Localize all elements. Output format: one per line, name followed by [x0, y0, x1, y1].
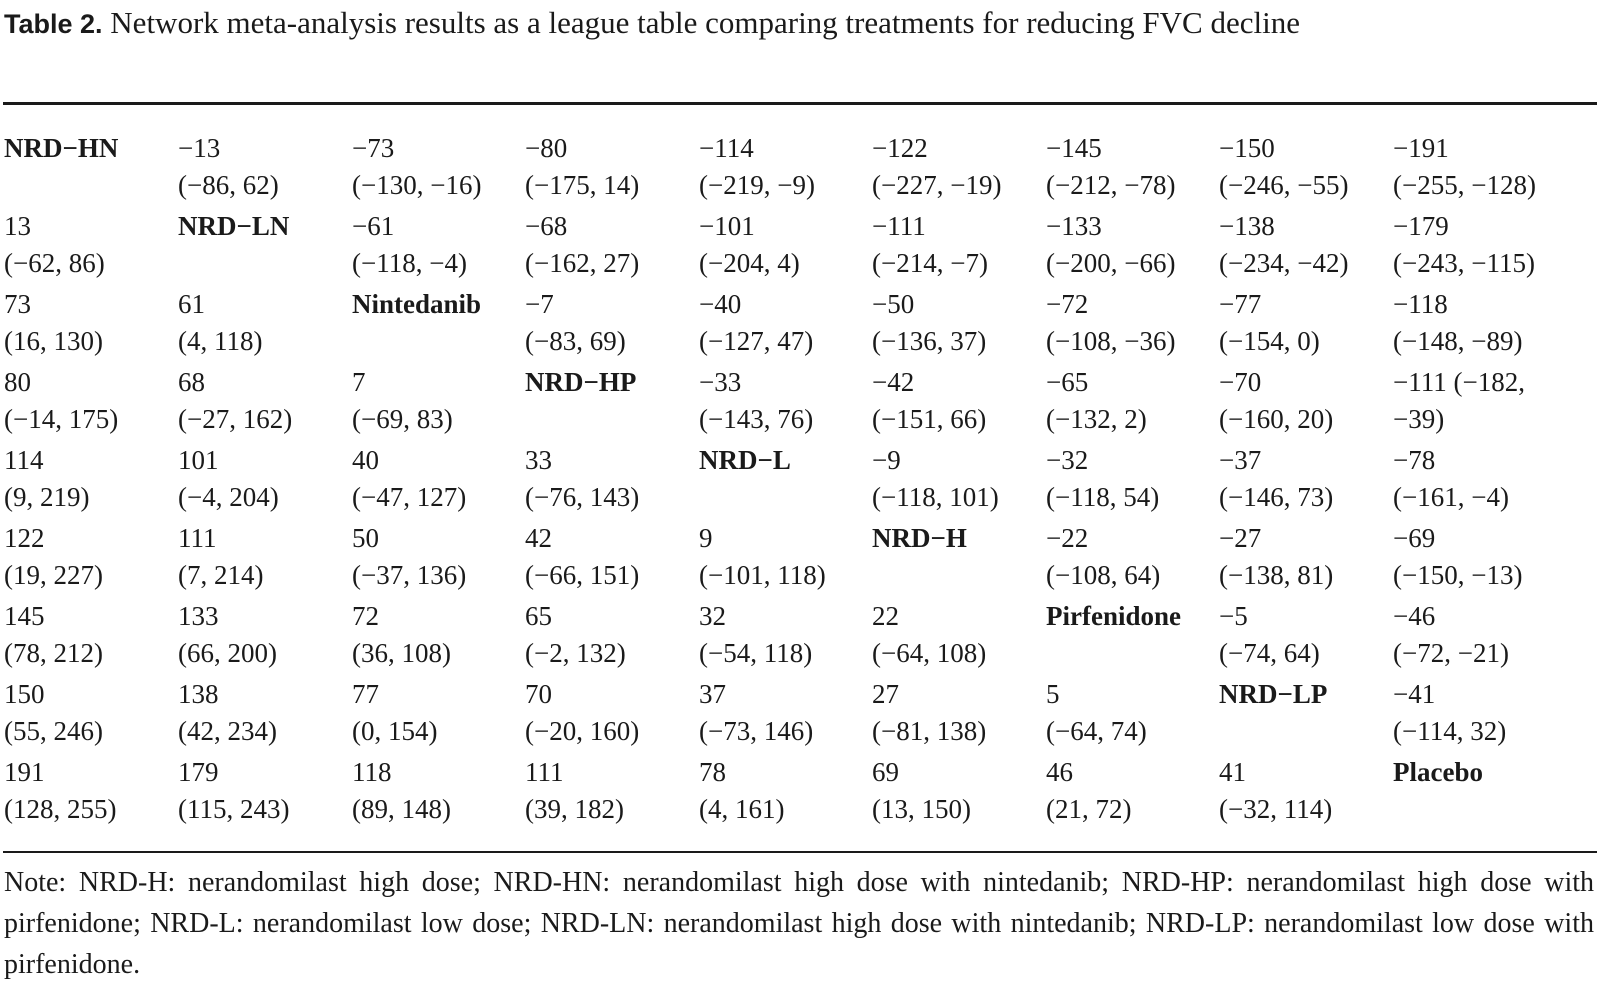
comparison-cell [1046, 208, 1175, 282]
effect-estimate: 122 [4, 523, 45, 553]
table-row [4, 676, 1598, 756]
comparison-cell [1219, 208, 1348, 282]
confidence-interval: (−204, 4) [699, 248, 800, 278]
confidence-interval: (−74, 64) [1219, 638, 1320, 668]
confidence-interval: (−151, 66) [872, 404, 987, 434]
confidence-interval: (−161, −4) [1393, 482, 1509, 512]
effect-estimate: 73 [4, 289, 31, 319]
effect-estimate: −61 [352, 211, 395, 241]
table-row [4, 208, 1598, 288]
confidence-interval: (−72, −21) [1393, 638, 1509, 668]
effect-estimate: 72 [352, 601, 379, 631]
comparison-cell [352, 754, 451, 828]
confidence-interval: (−73, 146) [699, 716, 814, 746]
comparison-cell [1219, 442, 1333, 516]
effect-estimate: −133 [1046, 211, 1102, 241]
confidence-interval: (−86, 62) [178, 170, 279, 200]
confidence-interval: (−114, 32) [1393, 716, 1507, 746]
confidence-interval: (−136, 37) [872, 326, 987, 356]
effect-estimate: −5 [1219, 601, 1248, 631]
confidence-interval: (−143, 76) [699, 404, 814, 434]
effect-estimate: −78 [1393, 445, 1436, 475]
confidence-interval: (36, 108) [352, 638, 451, 668]
effect-estimate: 138 [178, 679, 219, 709]
comparison-cell [525, 208, 639, 282]
comparison-cell [699, 598, 812, 672]
effect-estimate: −114 [699, 133, 754, 163]
comparison-cell [872, 130, 1001, 204]
effect-estimate: 114 [4, 445, 44, 475]
effect-estimate: −179 [1393, 211, 1449, 241]
confidence-interval: (−175, 14) [525, 170, 640, 200]
confidence-interval: (0, 154) [352, 716, 438, 746]
comparison-cell [525, 130, 639, 204]
confidence-interval: (78, 212) [4, 638, 103, 668]
effect-estimate: 145 [4, 601, 45, 631]
effect-estimate: 70 [525, 679, 552, 709]
confidence-interval: (128, 255) [4, 794, 117, 824]
comparison-cell [1393, 676, 1506, 750]
confidence-interval: (−14, 175) [4, 404, 119, 434]
table-top-rule [3, 102, 1597, 105]
comparison-cell [872, 676, 986, 750]
confidence-interval: (−212, −78) [1046, 170, 1176, 200]
confidence-interval: (−132, 2) [1046, 404, 1147, 434]
effect-estimate: 46 [1046, 757, 1073, 787]
league-table [4, 130, 1598, 850]
comparison-cell [699, 754, 784, 828]
effect-estimate: 33 [525, 445, 552, 475]
confidence-interval: (−160, 20) [1219, 404, 1334, 434]
confidence-interval: (115, 243) [178, 794, 290, 824]
comparison-cell [352, 676, 437, 750]
comparison-cell [1393, 130, 1536, 204]
comparison-cell [178, 442, 279, 516]
table-row [4, 364, 1598, 444]
comparison-cell [1219, 364, 1333, 438]
confidence-interval: (−64, 108) [872, 638, 987, 668]
confidence-interval: (−162, 27) [525, 248, 640, 278]
comparison-cell [699, 520, 826, 594]
comparison-cell [4, 442, 89, 516]
table-label: Table 2. [4, 9, 103, 39]
comparison-cell [1046, 364, 1147, 438]
effect-estimate: −9 [872, 445, 901, 475]
confidence-interval: (−101, 118) [699, 560, 826, 590]
treatment-label: Pirfenidone [1046, 601, 1181, 631]
effect-estimate: 37 [699, 679, 726, 709]
comparison-cell [525, 520, 639, 594]
confidence-interval: (−200, −66) [1046, 248, 1176, 278]
confidence-interval: (−234, −42) [1219, 248, 1349, 278]
effect-estimate: −138 [1219, 211, 1275, 241]
comparison-cell [699, 208, 800, 282]
comparison-cell [178, 286, 262, 360]
comparison-cell [352, 598, 451, 672]
effect-estimate: −70 [1219, 367, 1262, 397]
comparison-cell [178, 754, 289, 828]
confidence-interval: (−83, 69) [525, 326, 626, 356]
confidence-interval: (−243, −115) [1393, 248, 1535, 278]
comparison-cell [1393, 364, 1525, 438]
effect-estimate: −33 [699, 367, 742, 397]
effect-estimate: −13 [178, 133, 221, 163]
confidence-interval: (−81, 138) [872, 716, 987, 746]
comparison-cell [1046, 130, 1175, 204]
comparison-cell [1393, 598, 1509, 672]
effect-estimate: −22 [1046, 523, 1089, 553]
confidence-interval: (21, 72) [1046, 794, 1132, 824]
comparison-cell [1219, 130, 1348, 204]
table-row [4, 442, 1598, 522]
effect-estimate: 65 [525, 601, 552, 631]
comparison-cell [525, 442, 639, 516]
comparison-cell [1219, 754, 1332, 828]
confidence-interval: −39) [1393, 404, 1445, 434]
confidence-interval: (89, 148) [352, 794, 451, 824]
effect-estimate: −7 [525, 289, 554, 319]
comparison-cell [699, 364, 813, 438]
confidence-interval: (−246, −55) [1219, 170, 1349, 200]
comparison-cell [178, 676, 277, 750]
confidence-interval: (−214, −7) [872, 248, 988, 278]
effect-estimate: 22 [872, 601, 899, 631]
effect-estimate: −150 [1219, 133, 1275, 163]
comparison-cell [1046, 754, 1131, 828]
effect-estimate: 111 [525, 757, 564, 787]
comparison-cell [4, 520, 103, 594]
confidence-interval: (19, 227) [4, 560, 103, 590]
confidence-interval: (−154, 0) [1219, 326, 1320, 356]
effect-estimate: −41 [1393, 679, 1436, 709]
table-title: Network meta-analysis results as a league table comparing treatments for reducing FVC decline [102, 5, 1300, 40]
comparison-cell [1219, 286, 1320, 360]
treatment-label: NRD−HP [525, 367, 637, 397]
treatment-label: NRD−L [699, 445, 791, 475]
effect-estimate: 61 [178, 289, 205, 319]
table-row [4, 754, 1598, 834]
comparison-cell [699, 676, 813, 750]
confidence-interval: (−130, −16) [352, 170, 482, 200]
confidence-interval: (−108, 64) [1046, 560, 1161, 590]
table-caption [4, 2, 1594, 45]
confidence-interval: (−66, 151) [525, 560, 640, 590]
comparison-cell [1046, 442, 1159, 516]
confidence-interval: (−69, 83) [352, 404, 453, 434]
effect-estimate: 150 [4, 679, 45, 709]
confidence-interval: (4, 161) [699, 794, 785, 824]
effect-estimate: 101 [178, 445, 219, 475]
effect-estimate: −191 [1393, 133, 1449, 163]
confidence-interval: (−27, 162) [178, 404, 293, 434]
confidence-interval: (−255, −128) [1393, 170, 1536, 200]
comparison-cell [352, 520, 466, 594]
treatment-label: NRD−LN [178, 211, 290, 241]
confidence-interval: (9, 219) [4, 482, 90, 512]
confidence-interval: (39, 182) [525, 794, 624, 824]
table-row [4, 286, 1598, 366]
comparison-cell [1393, 442, 1509, 516]
confidence-interval: (−64, 74) [1046, 716, 1147, 746]
effect-estimate: −68 [525, 211, 568, 241]
comparison-cell [352, 130, 481, 204]
comparison-cell [1393, 208, 1535, 282]
comparison-cell [352, 364, 453, 438]
effect-estimate: 68 [178, 367, 205, 397]
comparison-cell [4, 286, 103, 360]
confidence-interval: (−118, −4) [352, 248, 467, 278]
treatment-label: NRD−HN [4, 133, 119, 163]
effect-estimate: −46 [1393, 601, 1436, 631]
effect-estimate: −40 [699, 289, 742, 319]
comparison-cell [1393, 520, 1522, 594]
confidence-interval: (−20, 160) [525, 716, 640, 746]
comparison-cell [872, 364, 986, 438]
comparison-cell [1046, 286, 1175, 360]
comparison-cell [4, 208, 105, 282]
effect-estimate: −80 [525, 133, 568, 163]
comparison-cell [699, 130, 815, 204]
effect-estimate: 118 [352, 757, 392, 787]
effect-estimate: 77 [352, 679, 379, 709]
effect-estimate: 9 [699, 523, 713, 553]
effect-estimate: 5 [1046, 679, 1060, 709]
effect-estimate: −69 [1393, 523, 1436, 553]
comparison-cell [1393, 286, 1522, 360]
effect-estimate: 41 [1219, 757, 1246, 787]
comparison-cell [525, 754, 624, 828]
confidence-interval: (−148, −89) [1393, 326, 1523, 356]
effect-estimate: −37 [1219, 445, 1262, 475]
confidence-interval: (−150, −13) [1393, 560, 1523, 590]
confidence-interval: (−127, 47) [699, 326, 814, 356]
effect-estimate: −42 [872, 367, 915, 397]
confidence-interval: (13, 150) [872, 794, 971, 824]
comparison-cell [872, 442, 999, 516]
comparison-cell [178, 130, 279, 204]
effect-estimate: −65 [1046, 367, 1089, 397]
effect-estimate: −77 [1219, 289, 1262, 319]
comparison-cell [872, 286, 986, 360]
confidence-interval: (−47, 127) [352, 482, 467, 512]
confidence-interval: (−146, 73) [1219, 482, 1334, 512]
confidence-interval: (−76, 143) [525, 482, 640, 512]
comparison-cell [352, 442, 466, 516]
effect-estimate: 179 [178, 757, 219, 787]
treatment-label: NRD−H [872, 523, 967, 553]
comparison-cell [1219, 520, 1333, 594]
comparison-cell [4, 364, 118, 438]
confidence-interval: (−37, 136) [352, 560, 467, 590]
comparison-cell [872, 208, 988, 282]
comparison-cell [525, 598, 626, 672]
comparison-cell [525, 676, 639, 750]
effect-estimate: 80 [4, 367, 31, 397]
comparison-cell [4, 754, 116, 828]
comparison-cell [178, 520, 263, 594]
confidence-interval: (4, 118) [178, 326, 263, 356]
comparison-cell [872, 754, 971, 828]
treatment-label: Placebo [1393, 757, 1483, 787]
confidence-interval: (−4, 204) [178, 482, 279, 512]
effect-estimate: 7 [352, 367, 366, 397]
effect-estimate: −111 [872, 211, 926, 241]
effect-estimate: 13 [4, 211, 31, 241]
effect-estimate: 78 [699, 757, 726, 787]
effect-estimate: −32 [1046, 445, 1089, 475]
effect-estimate: 191 [4, 757, 45, 787]
effect-estimate: −73 [352, 133, 395, 163]
comparison-cell [1046, 676, 1147, 750]
comparison-cell [1046, 520, 1160, 594]
table-row [4, 598, 1598, 678]
effect-estimate: −122 [872, 133, 928, 163]
confidence-interval: (−32, 114) [1219, 794, 1333, 824]
confidence-interval: (−227, −19) [872, 170, 1002, 200]
confidence-interval: (7, 214) [178, 560, 264, 590]
comparison-cell [178, 364, 292, 438]
effect-estimate: 42 [525, 523, 552, 553]
effect-estimate: −118 [1393, 289, 1448, 319]
confidence-interval: (−2, 132) [525, 638, 626, 668]
treatment-label: Nintedanib [352, 289, 482, 319]
effect-estimate: 111 [178, 523, 217, 553]
table-bottom-rule [3, 851, 1597, 853]
confidence-interval: (−138, 81) [1219, 560, 1334, 590]
confidence-interval: (55, 246) [4, 716, 103, 746]
table-note: Note: NRD-H: nerandomilast high dose; NRD-HN: nerandomilast high dose with nintedanib; NRD-HP: nerandomilast high dose with pirfenidone; NRD-L: nerandomilast low dose; NRD-LN: nerandomilast high dose with nintedanib; NRD-LP: nerandomilast low dose with pirfenidone. [4, 867, 1594, 980]
confidence-interval: (−62, 86) [4, 248, 105, 278]
comparison-cell [4, 676, 103, 750]
confidence-interval: (16, 130) [4, 326, 103, 356]
confidence-interval: (66, 200) [178, 638, 277, 668]
comparison-cell [4, 598, 103, 672]
confidence-interval: (−219, −9) [699, 170, 815, 200]
effect-estimate: −50 [872, 289, 915, 319]
comparison-cell [872, 598, 986, 672]
effect-estimate: −101 [699, 211, 755, 241]
effect-estimate: 133 [178, 601, 219, 631]
comparison-cell [699, 286, 813, 360]
confidence-interval: (−118, 101) [872, 482, 999, 512]
effect-estimate: 27 [872, 679, 899, 709]
comparison-cell [178, 598, 277, 672]
table-row [4, 520, 1598, 600]
comparison-cell [352, 208, 467, 282]
effect-estimate: 40 [352, 445, 379, 475]
confidence-interval: (−118, 54) [1046, 482, 1160, 512]
table-row [4, 130, 1598, 210]
treatment-label: NRD−LP [1219, 679, 1328, 709]
effect-estimate: 32 [699, 601, 726, 631]
comparison-cell [1219, 598, 1320, 672]
confidence-interval: (−54, 118) [699, 638, 813, 668]
confidence-interval: (−108, −36) [1046, 326, 1176, 356]
effect-estimate: −72 [1046, 289, 1089, 319]
effect-estimate: −145 [1046, 133, 1102, 163]
effect-estimate: −111 (−182, [1393, 367, 1525, 397]
confidence-interval: (42, 234) [178, 716, 277, 746]
effect-estimate: 69 [872, 757, 899, 787]
comparison-cell [525, 286, 626, 360]
effect-estimate: 50 [352, 523, 379, 553]
effect-estimate: −27 [1219, 523, 1262, 553]
